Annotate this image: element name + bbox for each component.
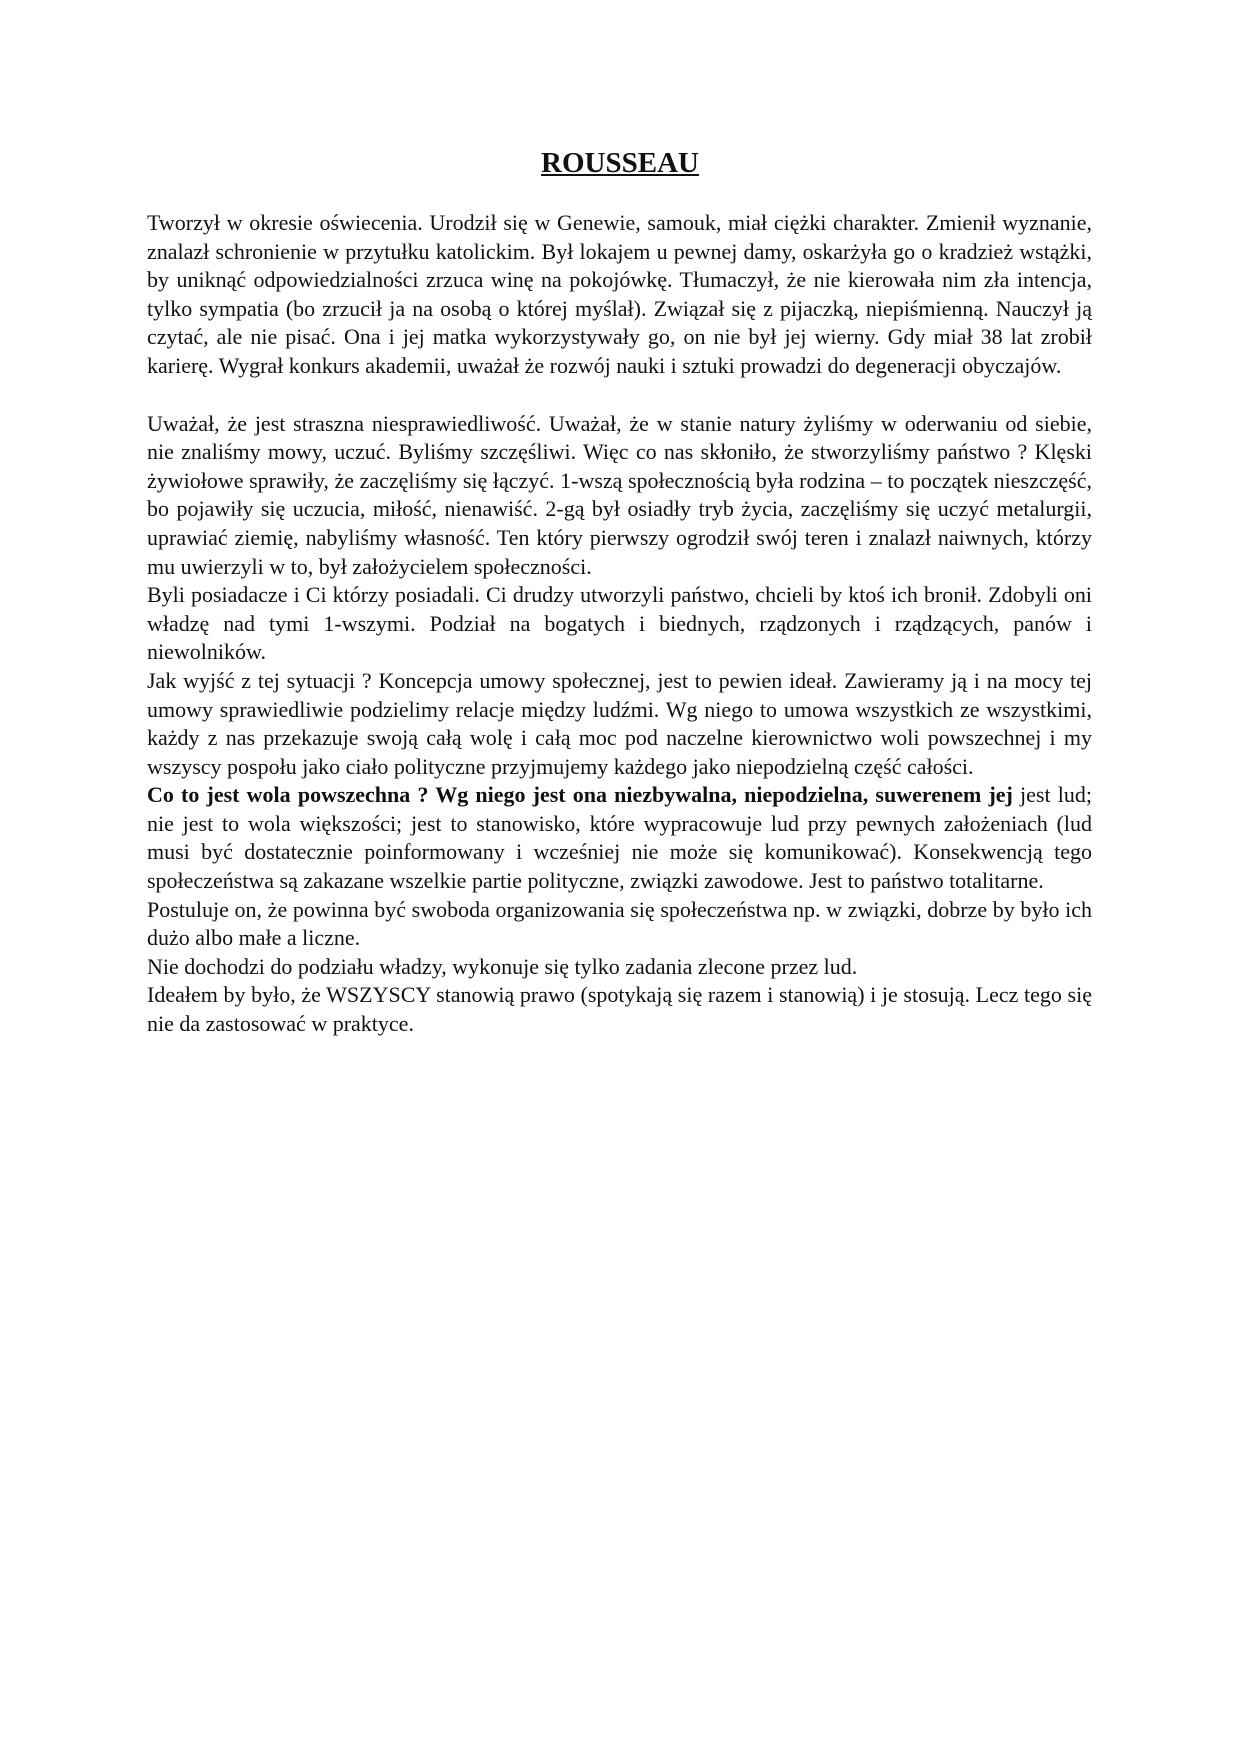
- paragraph-state-of-nature: Uważał, że jest straszna niesprawiedliwość. Uważał, że w stanie natury żyliśmy w oderwaniu od siebie, nie znaliśmy mowy, uczuć. Byliśmy szczęśliwi. Więc co nas skłoniło, że stworzyliśmy państwo ? Klęski żywiołowe sprawiły, że zaczęliśmy się łączyć. 1-wszą społecznością była rodzina – to początek nieszczęść, bo pojawiły się uczucia, miłość, nienawiść. 2-gą był osiadły tryb życia, zaczęliśmy się uczyć metalurgii, uprawiać ziemię, nabyliśmy własność. Ten który pierwszy ogrodził swój teren i znalazł naiwnych, którzy mu uwierzyli w to, był założycielem społeczności.: [147, 410, 1092, 579]
- paragraph-biography: Tworzył w okresie oświecenia. Urodził się w Genewie, samouk, miał ciężki charakter. Zmienił wyznanie, znalazł schronienie w przytułku katolickim. Był lokajem u pewnej damy, oskarżyła go o kradzież wstążki, by uniknąć odpowiedzialności zrzuca winę na pokojówkę. Tłumaczył, że nie kierowała nim zła intencja, tylko sympatia (bo zrzucił ja na osobą o której myślał). Związał się z pijaczką, niepiśmienną. Nauczył ją czytać, ale nie pisać. Ona i jej matka wykorzystywały go, on nie był jej wierny. Gdy miał 38 lat zrobił karierę. Wygrał konkurs akademii, uważał że rozwój nauki i sztuki prowadzi do degeneracji obyczajów.: [147, 210, 1092, 378]
- paragraph-owners: Byli posiadacze i Ci którzy posiadali. Ci drudzy utworzyli państwo, chcieli by ktoś ich bronił. Zdobyli oni władzę nad tymi 1-wszymi. Podział na bogatych i biednych, rządzonych i rządzących, panów i niewolników.: [147, 582, 1092, 665]
- paragraph-social-contract: Jak wyjść z tej sytuacji ? Koncepcja umowy społecznej, jest to pewien ideał. Zawieramy ją i na mocy tej umowy sprawiedliwie podzielimy relacje między ludźmi. Wg niego to umowa wszystkich ze wszystkimi, każdy z nas przekazuje swoją całą wolę i całą moc pod naczelne kierownictwo woli powszechnej i my wszyscy pospołu jako ciało polityczne przyjmujemy każdego jako niepodzielną część całości.: [147, 667, 1092, 779]
- paragraph-division-of-power: Nie dochodzi do podziału władzy, wykonuje się tylko zadania zlecone przez lud.: [147, 953, 858, 979]
- paragraph-ideal: Ideałem by było, że WSZYSCY stanowią prawo (spotykają się razem i stanowią) i je stosują. Lecz tego się nie da zastosować w praktyce.: [147, 982, 1092, 1037]
- document-body: [147, 209, 1092, 1039]
- paragraph-associations: Postuluje on, że powinna być swoboda organizowania się społeczeństwa np. w związki, dobrze by było ich dużo albo małe a liczne.: [147, 896, 1092, 951]
- general-will-text: jest lud; nie jest to wola większości; jest to stanowisko, które wypracowuje lud przy pewnych założeniach (lud musi być dostatecznie poinformowany i wcześniej nie może się komunikować). Konsekwencją tego społeczeństwa są zakazane wszelkie partie polityczne, związki zawodowe. Jest to państwo totalitarne.: [147, 782, 1092, 894]
- document-title: ROUSSEAU: [541, 147, 699, 179]
- paragraph-general-will: [147, 781, 1092, 895]
- general-will-bold-text: Co to jest wola powszechna ? Wg niego jest ona niezbywalna, niepodzielna, suwerenem jej: [147, 782, 1013, 808]
